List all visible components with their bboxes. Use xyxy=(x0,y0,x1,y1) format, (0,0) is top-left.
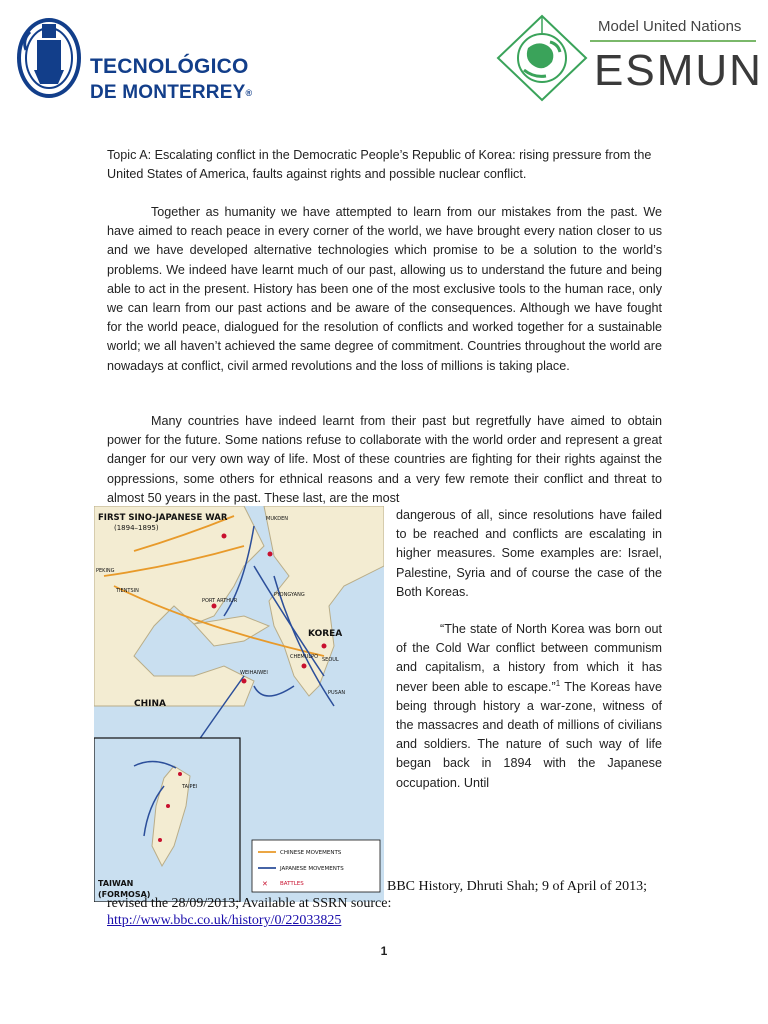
legend-battles: BATTLES xyxy=(280,881,304,887)
legend-japanese: JAPANESE MOVEMENTS xyxy=(280,866,344,872)
esmun-name: ESMUN xyxy=(594,46,763,95)
label-formosa: (FORMOSA) xyxy=(98,890,151,899)
quote-text: “The state of North Korea was born out of the Cold War conflict between communism and capitalism, a history from which it has never been able to escape.” xyxy=(396,622,662,694)
globe-emblem-icon xyxy=(494,12,590,102)
label-pyongyang: PYONGYANG xyxy=(274,592,305,598)
label-taiwan: TAIWAN xyxy=(98,879,134,888)
esmun-subtitle: Model United Nations xyxy=(598,18,742,35)
legend-battle-icon: ✕ xyxy=(262,880,268,888)
footnote-line2: revised the 28/09/2013; Available at SSRN source: xyxy=(107,896,392,911)
esmun-divider xyxy=(590,40,756,42)
label-tientsin: TIENTSIN xyxy=(116,588,139,594)
label-taipei: TAIPEI xyxy=(182,784,198,790)
tec-seal-icon xyxy=(12,10,86,102)
paragraph-2: Many countries have indeed learnt from their past but regretfully have aimed to obtain power for the future. Some nations refuse to collaborate with the world order and represent a great danger for our very own way of life. Most of these countries are fighting for their rights against the oppressions, some others for ethnical reasons and a very few remote their conflict and threat to almost 50 years in the past. These last, are the most xyxy=(107,414,662,505)
paragraph-3-rest: The Koreas have being through history a war-zone, witness of the massacres and death of millions of civilians and soldiers. The nature of such way of life began back in 1894 with the Japanese occupation. Until xyxy=(396,679,662,790)
map-title: FIRST SINO-JAPANESE WAR xyxy=(98,513,228,523)
legend-chinese: CHINESE MOVEMENTS xyxy=(280,850,342,856)
paragraph-1: Together as humanity we have attempted to learn from our mistakes from the past. We have aimed to reach peace in every corner of the world, we have brought every nation closer to us and we have developed alternative technologies which promise to be a solution to the world’s problems. We indeed have learnt much of our past, allowing us to understand the future and being able to act in the present. History has been one of the most exclusive tools to the human race, only we can learn from our past actions and be aware of the consequences. Although we have fought for the world peace, dialogued for the resolution of conflicts and worked together for a sustainable world; we all haven’t achieved the same degree of commitment. Countries throughout the world are nowadays at conflict, civil armed revolutions and the loss of millions is taking place. xyxy=(107,205,662,373)
paragraph-2-continued: dangerous of all, since resolutions have failed to be reached and conflicts are escalating in higher measures. Some examples are: Israel, Palestine, Syria and of course the case of the Both Koreas. xyxy=(396,508,662,599)
label-korea: KOREA xyxy=(308,629,343,639)
registered-mark: ® xyxy=(245,88,253,98)
label-weihaiwei: WEIHAIWEI xyxy=(240,670,268,676)
sino-japanese-war-map xyxy=(94,506,384,902)
tec-monterrey-logo xyxy=(12,10,262,102)
label-port-arthur: PORT ARTHUR xyxy=(202,598,238,604)
label-china: CHINA xyxy=(134,699,166,709)
footnote-line1: BBC History, Dhruti Shah; 9 of April of 2013; xyxy=(387,879,648,894)
footnote-ref[interactable]: 1 xyxy=(555,678,561,688)
label-mukden: MUKDEN xyxy=(266,516,289,522)
tec-logo-line2: DE MONTERREY xyxy=(90,82,246,104)
topic-heading: Topic A: Escalating conflict in the Democratic People’s Republic of Korea: rising pressure from the United States of America, faults against rights and possible nuclear conflict. xyxy=(107,148,652,182)
footnote-link[interactable]: http://www.bbc.co.uk/history/0/22033825 xyxy=(107,913,342,928)
map-years: (1894–1895) xyxy=(114,524,159,532)
label-chemulpo: CHEMULPO xyxy=(290,654,319,660)
label-seoul: SEOUL xyxy=(322,657,339,663)
label-pusan: PUSAN xyxy=(328,690,346,696)
esmun-logo xyxy=(494,12,763,102)
page-number: 1 xyxy=(380,944,388,958)
paragraph-3 xyxy=(396,620,662,793)
label-peking: PEKING xyxy=(96,568,115,574)
tec-logo-line1: TECNOLÓGICO xyxy=(90,55,249,78)
